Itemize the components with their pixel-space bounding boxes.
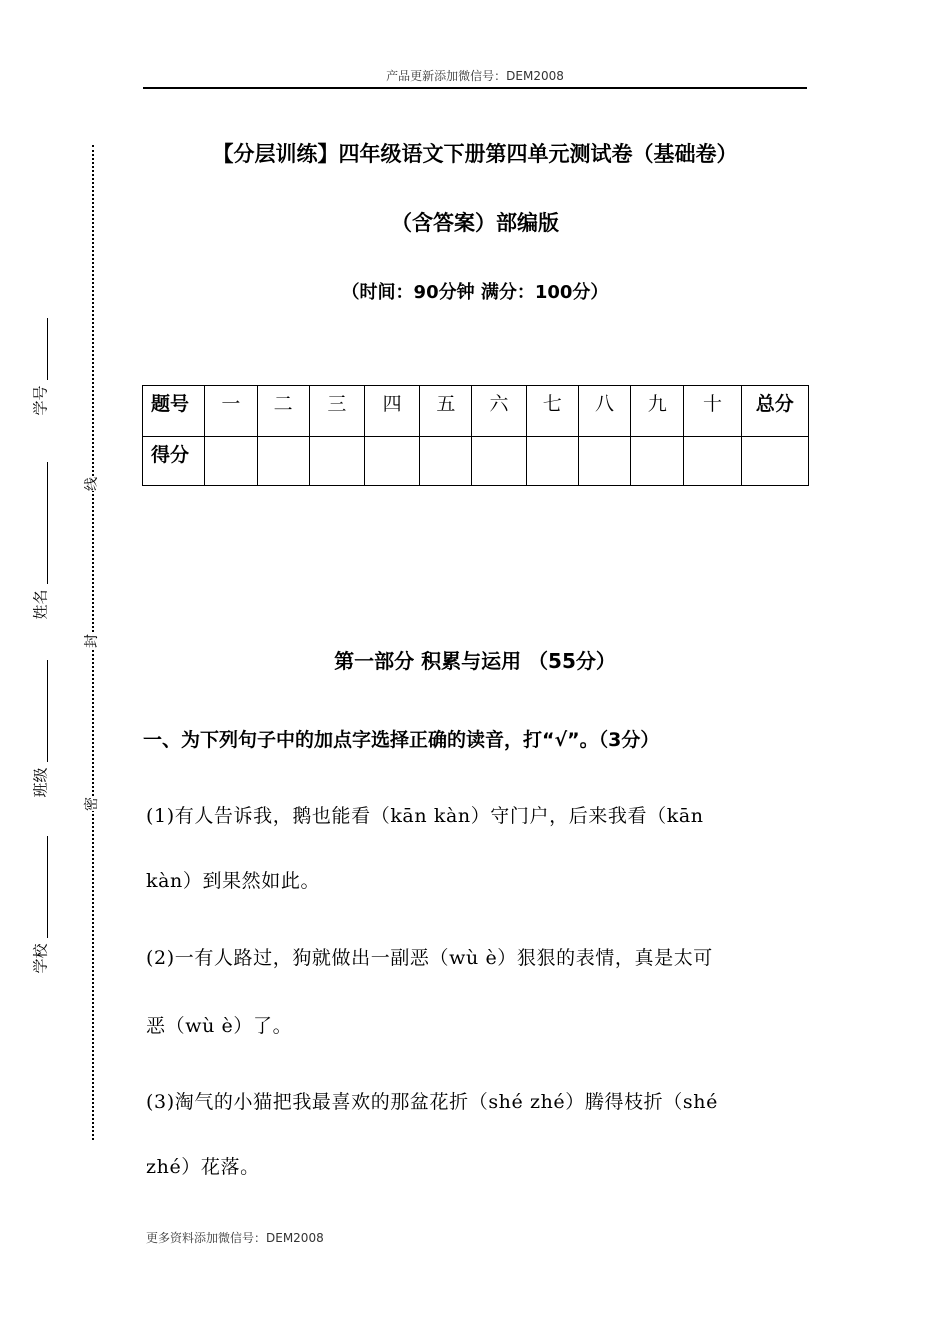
question-1-item-2-cont: 恶（wù è）了。	[146, 1015, 293, 1037]
page-subtitle: （含答案）部编版	[391, 211, 559, 235]
column-header: 八	[578, 386, 630, 437]
column-header: 四	[364, 386, 419, 437]
score-cell[interactable]	[420, 437, 472, 486]
question-1-item-3-cont: zhé）花落。	[146, 1156, 260, 1178]
column-header: 六	[472, 386, 526, 437]
name-label: 姓名	[31, 589, 50, 620]
question-number-label: 题号	[143, 386, 205, 437]
header-divider	[143, 87, 807, 89]
score-cell[interactable]	[684, 437, 741, 486]
seal-char-seal: 封	[84, 634, 100, 648]
question-1-heading: 一、为下列句子中的加点字选择正确的读音，打“√”。（3分）	[143, 729, 660, 751]
score-cell[interactable]	[205, 437, 257, 486]
score-cell[interactable]	[364, 437, 419, 486]
score-cell[interactable]	[578, 437, 630, 486]
part-one-heading: 第一部分 积累与运用 （55分）	[334, 649, 616, 673]
score-cell[interactable]	[526, 437, 578, 486]
column-header: 十	[684, 386, 741, 437]
score-cell[interactable]	[309, 437, 364, 486]
student-id-label: 学号	[31, 385, 50, 416]
class-label: 班级	[31, 767, 50, 798]
score-cell[interactable]	[257, 437, 309, 486]
score-cell[interactable]	[631, 437, 684, 486]
header-note: 产品更新添加微信号：DEM2008	[386, 69, 564, 83]
column-header: 一	[205, 386, 257, 437]
school-blank[interactable]	[47, 836, 48, 938]
student-id-blank[interactable]	[47, 318, 48, 380]
seal-char-line: 线	[84, 477, 100, 491]
column-header: 二	[257, 386, 309, 437]
seal-char-secret: 密	[84, 797, 100, 811]
score-label: 得分	[143, 437, 205, 486]
score-table-score-row	[143, 437, 809, 486]
column-header: 三	[309, 386, 364, 437]
question-1-item-1: (1)有人告诉我，鹅也能看（kān kàn）守门户，后来我看（kān	[146, 805, 704, 827]
score-table-header-row	[143, 386, 809, 437]
score-table	[142, 385, 809, 486]
name-blank[interactable]	[47, 462, 48, 584]
page-title: 【分层训练】四年级语文下册第四单元测试卷（基础卷）	[212, 142, 738, 166]
school-label: 学校	[31, 943, 50, 974]
time-info: （时间：90分钟 满分：100分）	[341, 282, 609, 303]
footer-note: 更多资料添加微信号：DEM2008	[146, 1231, 324, 1245]
score-cell[interactable]	[472, 437, 526, 486]
column-header: 七	[526, 386, 578, 437]
question-1-item-3: (3)淘气的小猫把我最喜欢的那盆花折（shé zhé）腾得枝折（shé	[146, 1091, 718, 1113]
question-1-item-2: (2)一有人路过，狗就做出一副恶（wù è）狠狠的表情，真是太可	[146, 947, 713, 969]
column-header: 五	[420, 386, 472, 437]
class-blank[interactable]	[47, 660, 48, 762]
question-1-item-1-cont: kàn）到果然如此。	[146, 870, 321, 892]
column-header: 九	[631, 386, 684, 437]
total-score-cell[interactable]	[741, 437, 808, 486]
total-score-header: 总分	[741, 386, 808, 437]
